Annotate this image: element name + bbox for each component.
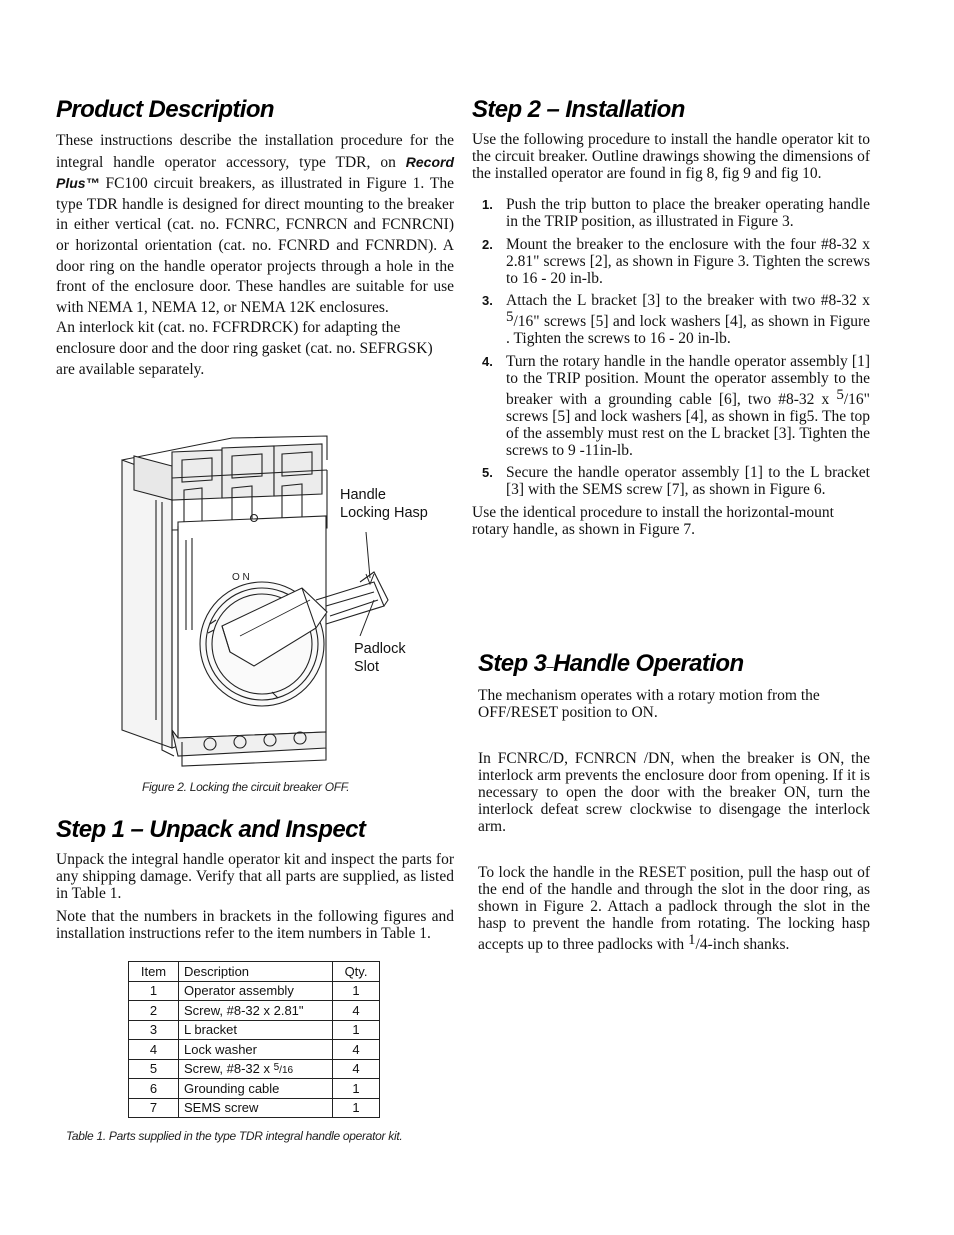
product-text-post: FC100 circuit breakers, as illustrated in Figure 1. The type TDR handle is designed for direct mounting to the breaker in either vertical (cat. no. FCNRC, FCNRCN and FCNRCNI) or horizontal orientation (cat. no. FCNRD and FCNRDN). A door ring on the handle operator projects through a hole in the front of the enclosure door. These handles are suitable for use with NEMA 1, NEMA 12, or NEMA 12K enclosures. [56,175,454,316]
step1-paragraph-1: Unpack the integral handle operator kit and inspect the parts for any shipping damage. Verify that all parts are supplied, as listed in Table 1. [56,851,454,902]
step3-paragraph-3: To lock the handle in the RESET position, pull the hasp out of the end of the handle and through the slot in the door ring, as shown in Figure 2. Attach a padlock through the slot in the hasp to prevent the handle from rotating. The locking hasp accepts up to three padlocks with 1/4-inch shanks. [478,864,870,953]
screw-5-16-description: Screw, #8-32 x $^5$/16 [179,1059,333,1079]
parts-table [128,961,380,1118]
table-row: 4 Lock washer 4 [129,1040,380,1060]
table-row: 6 Grounding cable 1 [129,1079,380,1099]
svg-text:O N: O N [232,572,250,583]
product-text-pre: These instructions describe the installation procedure for the integral handle operator accessory, type TDR, on [56,132,454,171]
handle-locking-hasp-label: Handle Locking Hasp [340,487,428,521]
header-description: Description [179,962,333,982]
padlock-slot-label: Padlock Slot [354,641,406,675]
table-1-caption: Table 1. Parts supplied in the type TDR integral handle operator kit. [66,1129,403,1143]
step1-section [56,814,454,942]
step2-section [472,94,870,538]
header-item: Item [129,962,179,982]
list-item: 4. Turn the rotary handle in the handle operator assembly [1] to the TRIP position. Mount the operator assembly to the breaker with a grounding cable [6], two #8-32 x 5/16" screws [5] and lock washers [4], as shown in fig5. The top of the assembly must rest on the L bracket [3]. Tighten the screws to 9 -11in-lb. [482,352,870,459]
step2-heading: Step 2 – Installation [472,96,685,123]
product-description-paragraph [56,131,454,318]
table-header-row [129,962,380,982]
breaker-handle-drawing [112,430,412,770]
list-item: 5. Secure the handle operator assembly [1] to the L bracket [3] with the SEMS screw [7], as shown in Figure 6. [482,464,870,498]
installation-steps-list [472,196,870,498]
table-row: 7 SEMS screw 1 [129,1098,380,1118]
table-row: 5 Screw, #8-32 x $^5$/16 4 [129,1059,380,1079]
figure-2-caption: Figure 2. Locking the circuit breaker OFF. [142,780,350,794]
table-row: 2 Screw, #8-32 x 2.81" 4 [129,1001,380,1021]
step1-heading: Step 1 – Unpack and Inspect [56,816,366,843]
list-item: 1. Push the trip button to place the breaker operating handle in the TRIP position, as illustrated in Figure 3. [482,196,870,230]
interlock-kit-paragraph: An interlock kit (cat. no. FCFRDRCK) for adapting the enclosure door and the door ring gasket (cat. no. SEFRGSK) are available separately. [56,319,433,378]
step1-paragraph-2: Note that the numbers in brackets in the following figures and installation instructions refer to the item numbers in Table 1. [56,908,454,942]
product-description-heading: Product Description [56,96,274,123]
list-item: 3. Attach the L bracket [3] to the breaker with two #8-32 x 5/16" screws [5] and lock washers [4], as shown in Figure . Tighten the screws to 16 - 20 in-lb. [482,292,870,347]
left-column [56,94,454,380]
table-row: 1 Operator assembly 1 [129,981,380,1001]
step3-section [478,648,870,953]
header-qty: Qty. [333,962,380,982]
step2-intro: Use the following procedure to install the handle operator kit to the circuit breaker. Outline drawings showing the dimensions of the installed operator are found in fig 8, fig 9 and fig 10. [472,131,870,182]
step3-paragraph-2: In FCNRC/D, FCNRCN /DN, when the breaker is ON, the interlock arm prevents the enclosure door from opening. If it is necessary to open the door with the breaker ON, turn the interlock defeat screw clockwise to disengage the interlock arm. [478,750,870,835]
step3-heading: Step 3–Handle Operation [478,650,744,677]
step3-paragraph-1: The mechanism operates with a rotary motion from the OFF/RESET position to ON. [478,687,820,721]
record-plus-brand: Record Plus™ [56,153,454,192]
step2-outro: Use the identical procedure to install the horizontal-mount rotary handle, as shown in Figure 7. [472,503,834,538]
list-item: 2. Mount the breaker to the enclosure with the four #8-32 x 2.81" screws [2], as shown in Figure 3. Tighten the screws to 16 - 20 in-lb. [482,235,870,287]
table-row: 3 L bracket 1 [129,1020,380,1040]
